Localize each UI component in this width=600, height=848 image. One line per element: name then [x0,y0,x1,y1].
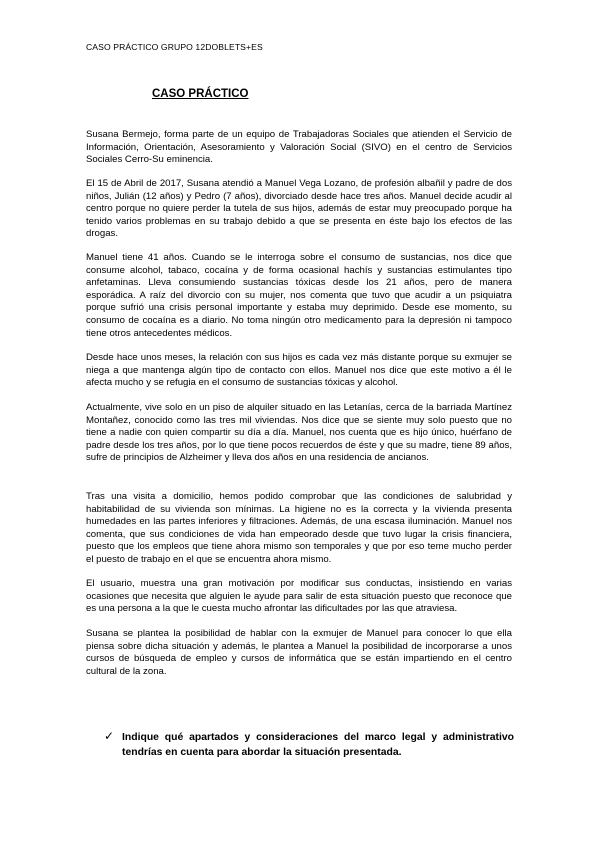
assignment-question [104,730,514,760]
question-text: Indique qué apartados y consideraciones del marco legal y administrativo tendrías en cuenta para abordar la situación presentada. [122,732,514,758]
paragraph-3: Manuel tiene 41 años. Cuando se le interroga sobre el consumo de sustancias, nos dice que consume alcohol, tabaco, cocaína y de forma ocasional hachís y sustancias estimulantes tipo anfetaminas. Lleva consumiendo sustancias tóxicas desde los 21 años, pero de manera esporádica. A raíz del divorcio con su mujer, nos comenta que tuvo que acudir a un psiquiatra porque sufrió una crisis personal importante y estaba muy deprimido. Desde ese momento, su consumo de cocaína es a diario. No toma ningún otro medicamento para la depresión ni tampoco tiene otros antecedentes médicos. [86,252,512,339]
paragraph-4: Desde hace unos meses, la relación con sus hijos es cada vez más distante porque su exmujer se niega a que mantenga algún tipo de contacto con ellos. Manuel nos dice que este motivo a él le afecta mucho y se refugia en el consumo de sustancias tóxicas y alcohol. [86,352,512,389]
document-title: CASO PRÁCTICO [152,88,249,100]
paragraph-7: El usuario, muestra una gran motivación por modificar sus conductas, insistiendo en varias ocasiones que necesita que alguien le ayude para salir de esta situación puesto que reconoce que es una persona a la que le cuesta mucho afrontar las dificultades por las que atraviesa. [86,578,512,615]
checkmark-icon: ✓ [104,729,115,743]
paragraph-2: El 15 de Abril de 2017, Susana atendió a Manuel Vega Lozano, de profesión albañil y padre de dos niños, Julián (12 años) y Pedro (7 años), divorciado desde hace tres años. Manuel decide acudir al centro porque no quiere perder la tutela de sus hijos, además de estar muy preocupado porque ha tenido varios problemas en su trabajo debido a que se presenta en éste bajo los efectos de las drogas. [86,178,512,240]
page-header: CASO PRÁCTICO GRUPO 12DOBLETS+ES [86,42,263,52]
paragraph-1: Susana Bermejo, forma parte de un equipo de Trabajadoras Sociales que atienden el Servicio de Información, Orientación, Asesoramiento y Valoración Social (SIVO) en el centro de Servicios Sociales Cerro-Su eminencia. [86,129,512,166]
paragraph-6: Tras una visita a domicilio, hemos podido comprobar que las condiciones de salubridad y habitabilidad de su vivienda son mínimas. La higiene no es la correcta y la vivienda presenta humedades en las partes inferiores y filtraciones. Además, de una escasa iluminación. Manuel nos comenta, que sus condiciones de vida han empeorado desde que tuvo lugar la crisis financiera, puesto que los empleos que tiene ahora mismo son temporales y que por eso teme mucho perder el puesto de trabajo en el que se encuentra ahora mismo. [86,491,512,565]
paragraph-5: Actualmente, vive solo en un piso de alquiler situado en las Letanías, cerca de la barriada Martínez Montañez, conocido como las tres mil viviendas. Nos dice que se siente muy solo puesto que no tiene a nadie con quien compartir su día a día. Manuel, nos cuenta que es hijo único, huérfano de padre desde los tres años, por lo que tiene pocos recuerdos de éste y que su madre, tiene 89 años, sufre de principios de Alzheimer y lleva dos años en una residencia de ancianos. [86,402,512,464]
paragraph-8: Susana se plantea la posibilidad de hablar con la exmujer de Manuel para conocer lo que ella piensa sobre dicha situación y además, le plantea a Manuel la posibilidad de incorporarse a unos cursos de búsqueda de empleo y cursos de informática que se están impartiendo en el centro cultural de la zona. [86,628,512,677]
